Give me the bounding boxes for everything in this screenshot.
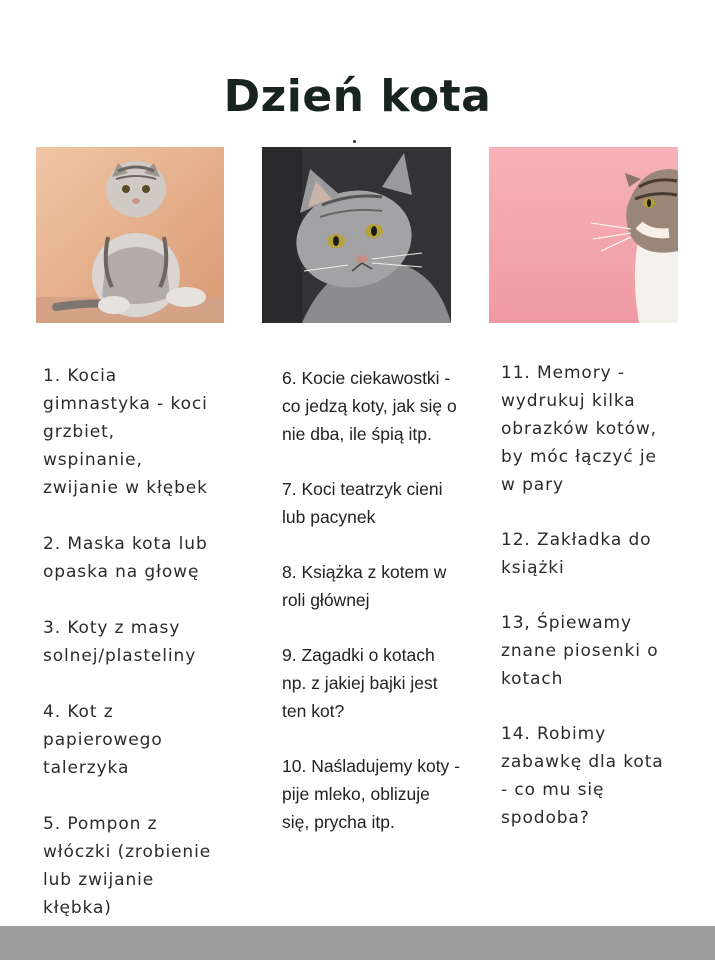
decorative-dot — [353, 140, 356, 143]
activity-item-14: 14. Robimy zabawkę dla kota - co mu się spodoba? — [501, 724, 664, 828]
activity-item-13: 13, Śpiewamy znane piosenki o kotach — [501, 613, 659, 689]
page-title: Dzień kota — [223, 71, 492, 123]
activity-item-10: 10. Naśladujemy koty - pije mleko, oblizuje się, prycha itp. — [282, 756, 460, 832]
activity-column-2 — [282, 364, 487, 863]
activity-item-6: 6. Kocie ciekawostki - co jedzą koty, jak się o nie dba, ile śpią itp. — [282, 368, 457, 444]
footer-bar — [0, 926, 715, 960]
activity-column-1 — [43, 362, 243, 950]
activity-item-8: 8. Książka z kotem w roli głównej — [282, 562, 447, 610]
activity-item-11: 11. Memory - wydrukuj kilka obrazków kotów, by móc łączyć je w pary — [501, 363, 657, 495]
cat-photo-grey-tabby — [262, 147, 451, 323]
activity-item-1: 1. Kocia gimnastyka - koci grzbiet, wspinanie, zwijanie w kłębek — [43, 366, 208, 498]
activity-item-3: 3. Koty z masy solnej/plasteliny — [43, 618, 197, 666]
activity-item-12: 12. Zakładka do książki — [501, 530, 652, 578]
activity-item-9: 9. Zagadki o kotach np. z jakiej bajki jest ten kot? — [282, 645, 438, 721]
activity-item-5: 5. Pompon z włóczki (zrobienie lub zwijanie kłębka) — [43, 814, 212, 918]
activity-item-7: 7. Koci teatrzyk cieni lub pacynek — [282, 479, 443, 527]
activity-column-3 — [501, 359, 701, 859]
activity-item-4: 4. Kot z papierowego talerzyka — [43, 702, 163, 778]
cat-photo-pink-background — [489, 147, 678, 323]
cat-photo-sitting — [36, 147, 224, 323]
activity-item-2: 2. Maska kota lub opaska na głowę — [43, 534, 208, 582]
